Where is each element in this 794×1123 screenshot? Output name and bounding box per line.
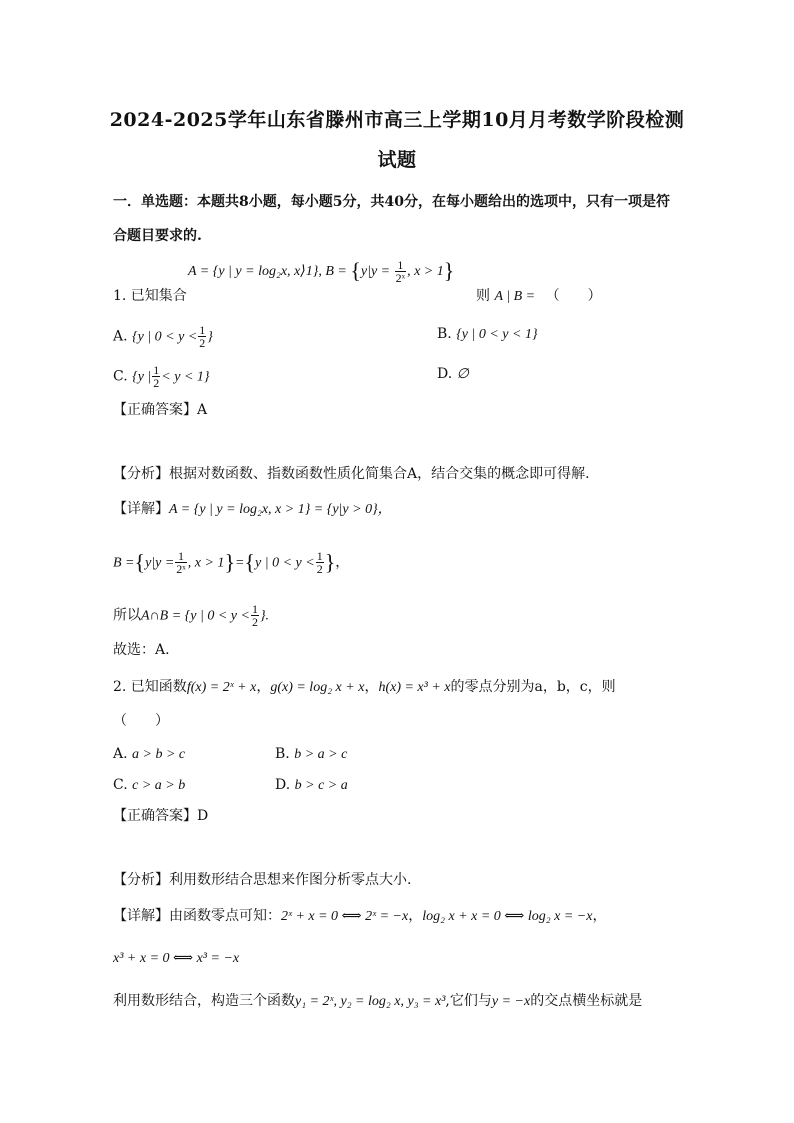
option-c-close: < y < 1} <box>161 369 210 385</box>
option-label: C. <box>113 368 128 385</box>
q1-conclusion: 故选：A. <box>113 642 170 658</box>
q1-set-b-cond: , x > 1 <box>407 264 444 279</box>
detail-functions: y₁ = 2ˣ, y₂ = log₂ x, y₃ = x³ <box>295 994 446 1009</box>
half-fraction <box>251 603 259 628</box>
q1-stem <box>113 286 187 306</box>
fraction-numerator: 1 <box>199 323 206 337</box>
fraction-denominator: 2ˣ <box>395 270 406 285</box>
q2-option-b <box>275 744 347 765</box>
document-title-line1: 2024-2025学年山东省滕州市高三上学期10月月考数学阶段检测 <box>109 109 685 131</box>
q1-fraction <box>395 259 406 284</box>
option-b-expr: b > a > c <box>294 747 348 762</box>
detail-pre: 由函数零点可知： <box>169 908 281 924</box>
option-a-expr: a > b > c <box>132 747 186 762</box>
detail-eq-3: x³ + x = 0 ⟺ x³ = −x <box>113 951 240 966</box>
option-label: C. <box>113 777 128 793</box>
option-d-expr: ∅ <box>456 367 469 382</box>
q2-prefix: 2. 已知函数 <box>113 679 187 695</box>
fraction-numerator: 1 <box>316 549 323 563</box>
option-a-expr: {y | 0 < y < <box>132 329 198 345</box>
q2-tail: 的零点分别为a，b，c，则 <box>450 679 616 695</box>
q2-analysis <box>113 870 411 890</box>
q2-answer <box>113 806 208 826</box>
detail-b-cond: , x > 1 <box>187 555 225 571</box>
q1-stem-tail <box>476 286 602 307</box>
fraction-numerator: 1 <box>395 259 406 272</box>
option-b-expr: {y | 0 < y < 1} <box>456 327 538 342</box>
q2-detail-3 <box>113 991 642 1012</box>
q1-set-b-y: y|y = <box>360 264 394 279</box>
left-brace-icon: { <box>134 549 146 575</box>
fraction-denominator: 2 <box>153 376 160 390</box>
fraction-numerator: 1 <box>251 602 258 616</box>
analysis-text: 利用数形结合思想来作图分析零点大小. <box>169 872 412 888</box>
q1-detail-3 <box>113 603 269 628</box>
answer-value: A <box>197 402 208 418</box>
option-a-close: } <box>207 329 213 345</box>
detail-so: 所以 <box>113 607 141 624</box>
q2-option-c <box>113 775 185 796</box>
q2-option-d <box>275 775 348 796</box>
answer-label: 【正确答案】 <box>113 808 197 824</box>
q2-h: h(x) = x³ + x <box>378 680 451 695</box>
section-heading: 一．单选题：本题共8小题，每小题5分，共40分，在每小题给出的选项中，只有一项是符 <box>113 194 670 210</box>
detail-tail: 的交点横坐标就是 <box>530 993 643 1009</box>
detail-close: }. <box>259 608 270 624</box>
detail-fraction <box>175 550 186 575</box>
detail-label: 【详解】 <box>113 501 169 517</box>
fraction-numerator: 1 <box>153 363 160 377</box>
option-label: A. <box>113 328 128 345</box>
detail-eq-2: log₂ x + x = 0 ⟺ log₂ x = −x <box>422 909 593 924</box>
q2-detail-2 <box>113 948 239 969</box>
option-label: D. <box>437 366 453 382</box>
q2-f: f(x) = 2ˣ + x <box>186 680 257 695</box>
q1-option-b <box>437 324 538 345</box>
q2-paren: （ ） <box>113 713 169 729</box>
q1-option-d <box>437 364 469 385</box>
q1-paren: （ ） <box>545 288 602 304</box>
q1-set-b-prefix: , B = <box>318 264 351 279</box>
q2-detail-1: 【详解】由函数零点可知：2ˣ + x = 0 ⟺ 2ˣ = −x，log₂ x + x = 0 ⟺ log₂ x = −x， <box>113 908 607 924</box>
detail-mid: ,它们与 <box>445 993 492 1009</box>
q2-stem: 2. 已知函数f(x) = 2ˣ + x，g(x) = log₂ x + x，h(x) = x³ + x的零点分别为a，b，c，则 <box>113 679 616 695</box>
detail-comma: ， <box>335 554 350 571</box>
detail-b-y: y|y = <box>145 555 175 571</box>
detail-line: y = −x <box>491 994 531 1009</box>
fraction-denominator: 2 <box>316 562 323 576</box>
analysis-text: 根据对数函数、指数函数性质化简集合A，结合交集的概念即可得解. <box>169 466 590 482</box>
answer-value: D <box>197 808 209 824</box>
option-label: B. <box>437 326 452 342</box>
q2-g: g(x) = log₂ x + x <box>270 680 365 695</box>
analysis-label: 【分析】 <box>113 872 169 888</box>
q1-ze: 则 <box>476 288 490 304</box>
answer-label: 【正确答案】 <box>113 402 197 418</box>
left-brace-icon: { <box>244 549 256 575</box>
option-label: D. <box>275 777 291 793</box>
fraction-denominator: 2 <box>251 615 258 629</box>
half-fraction <box>152 364 160 389</box>
detail-expr: A = {y | y = log₂x, x > 1} = {y|y > 0}， <box>169 502 392 517</box>
q1-analysis <box>113 464 590 484</box>
detail-result: y | 0 < y < <box>255 555 315 571</box>
equals-sign: = <box>235 555 245 571</box>
q1-detail-1 <box>113 499 392 520</box>
q1-detail-2 <box>113 550 349 575</box>
q1-prefix: 1. 已知集合 <box>113 288 187 304</box>
option-label: B. <box>275 746 290 762</box>
detail-label: 【详解】 <box>113 908 169 924</box>
detail-b: B = <box>113 555 135 571</box>
detail-intersection: A∩B = {y | 0 < y < <box>141 608 250 624</box>
option-c-expr: {y | <box>132 369 152 385</box>
analysis-label: 【分析】 <box>113 466 169 482</box>
document-title-line2: 试题 <box>377 149 417 171</box>
right-brace-icon: } <box>443 258 455 283</box>
right-brace-icon: } <box>224 549 235 575</box>
q1-option-c <box>113 364 210 389</box>
option-d-expr: b > c > a <box>294 778 348 793</box>
q1-answer <box>113 400 207 420</box>
q1-set-definition <box>188 258 454 284</box>
q1-intersection: A | B = <box>494 289 536 304</box>
q1-option-a <box>113 324 213 349</box>
fraction-denominator: 2 <box>199 336 206 350</box>
option-c-expr: c > a > b <box>132 778 186 793</box>
detail-pre: 利用数形结合，构造三个函数 <box>113 993 295 1009</box>
section-heading-cont: 合题目要求的. <box>113 228 202 244</box>
fraction-denominator: 2ˣ <box>176 562 186 576</box>
right-brace-icon: } <box>324 549 336 575</box>
option-label: A. <box>113 746 128 762</box>
q1-set-a: A = {y | y = log₂x, x⟩1} <box>188 264 319 279</box>
left-brace-icon: { <box>350 258 361 283</box>
detail-eq-1: 2ˣ + x = 0 ⟺ 2ˣ = −x <box>281 909 409 924</box>
half-fraction <box>198 324 206 349</box>
fraction-numerator: 1 <box>175 550 186 563</box>
q2-option-a <box>113 744 185 765</box>
half-fraction <box>316 550 324 575</box>
